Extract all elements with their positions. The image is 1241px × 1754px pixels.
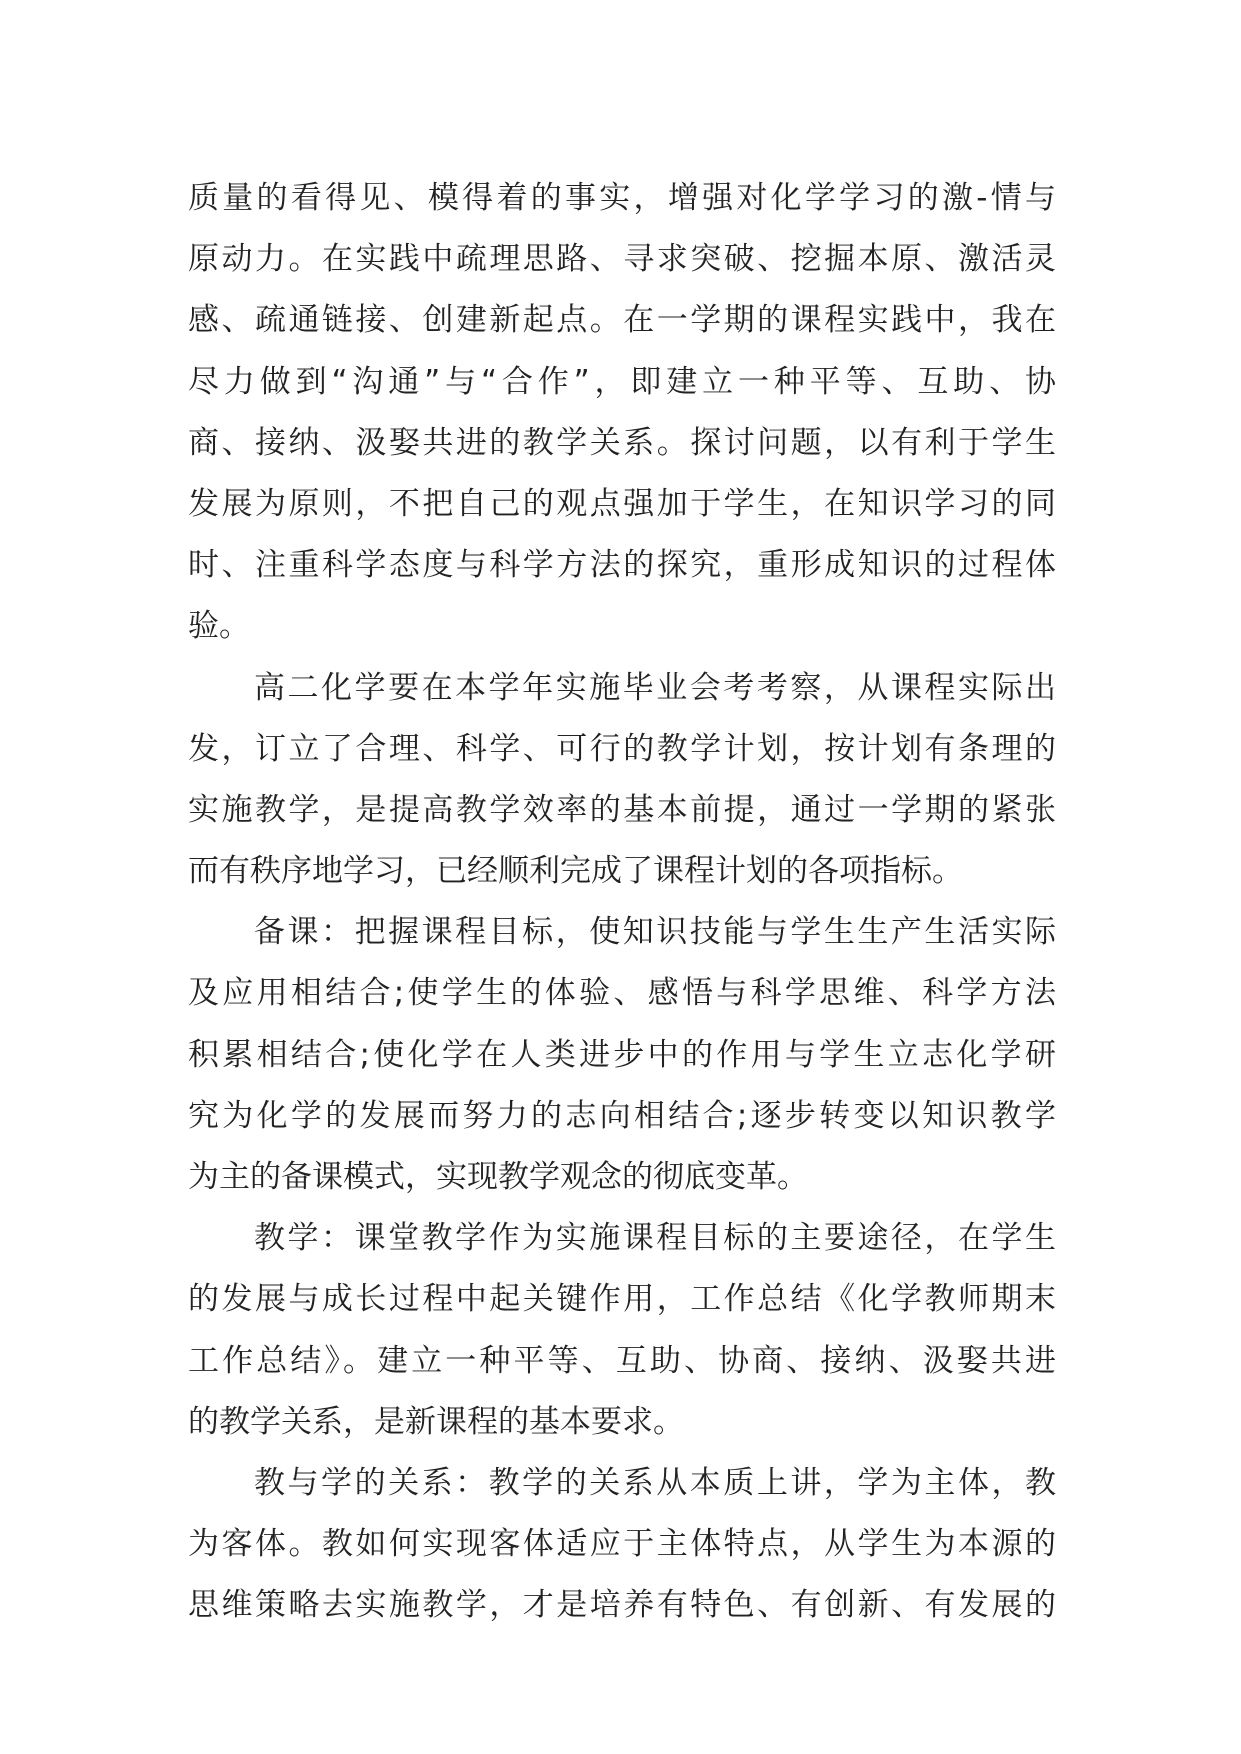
text-line: 教与学的关系：教学的关系从本质上讲，学为主体，教 — [254, 1464, 1056, 1501]
text-line: 的教学关系，是新课程的基本要求。 — [188, 1403, 684, 1440]
text-line: 工作总结》。建立一种平等、互助、协商、接纳、汲娶共进 — [188, 1342, 1056, 1379]
document-body — [188, 168, 1056, 1637]
text-line: 感、疏通链接、创建新起点。在一学期的课程实践中，我在 — [188, 302, 1056, 339]
text-line: 时、注重科学态度与科学方法的探究，重形成知识的过程体 — [188, 547, 1056, 584]
text-line: 发，订立了合理、科学、可行的教学计划，按计划有条理的 — [188, 730, 1056, 767]
text-line: 原动力。在实践中疏理思路、寻求突破、挖掘本原、激活灵 — [188, 241, 1056, 278]
text-line: 验。 — [188, 608, 250, 645]
text-line: 商、接纳、汲娶共进的教学关系。探讨问题，以有利于学生 — [188, 424, 1056, 461]
text-line: 尽力做到“沟通”与“合作”，即建立一种平等、互助、协 — [188, 363, 1056, 400]
text-line: 高二化学要在本学年实施毕业会考考察，从课程实际出 — [254, 669, 1056, 706]
text-line: 积累相结合;使化学在人类进步中的作用与学生立志化学研 — [188, 1036, 1056, 1073]
text-line: 备课：把握课程目标，使知识技能与学生生产生活实际 — [254, 914, 1056, 951]
text-line: 而有秩序地学习，已经顺利完成了课程计划的各项指标。 — [188, 853, 963, 890]
text-line: 质量的看得见、模得着的事实，增强对化学学习的激-情与 — [188, 180, 1056, 216]
text-line: 教学：课堂教学作为实施课程目标的主要途径，在学生 — [254, 1220, 1056, 1257]
text-line: 思维策略去实施教学，才是培养有特色、有创新、有发展的 — [188, 1587, 1056, 1624]
text-line: 发展为原则，不把自己的观点强加于学生，在知识学习的同 — [188, 485, 1056, 522]
text-line: 的发展与成长过程中起关键作用，工作总结《化学教师期末 — [188, 1281, 1056, 1318]
text-line: 为主的备课模式，实现教学观念的彻底变革。 — [188, 1159, 808, 1195]
text-line: 实施教学，是提高教学效率的基本前提，通过一学期的紧张 — [188, 791, 1056, 828]
text-line: 及应用相结合;使学生的体验、感悟与科学思维、科学方法 — [188, 975, 1056, 1012]
text-line: 究为化学的发展而努力的志向相结合;逐步转变以知识教学 — [188, 1097, 1056, 1134]
text-line: 为客体。教如何实现客体适应于主体特点，从学生为本源的 — [188, 1526, 1056, 1563]
